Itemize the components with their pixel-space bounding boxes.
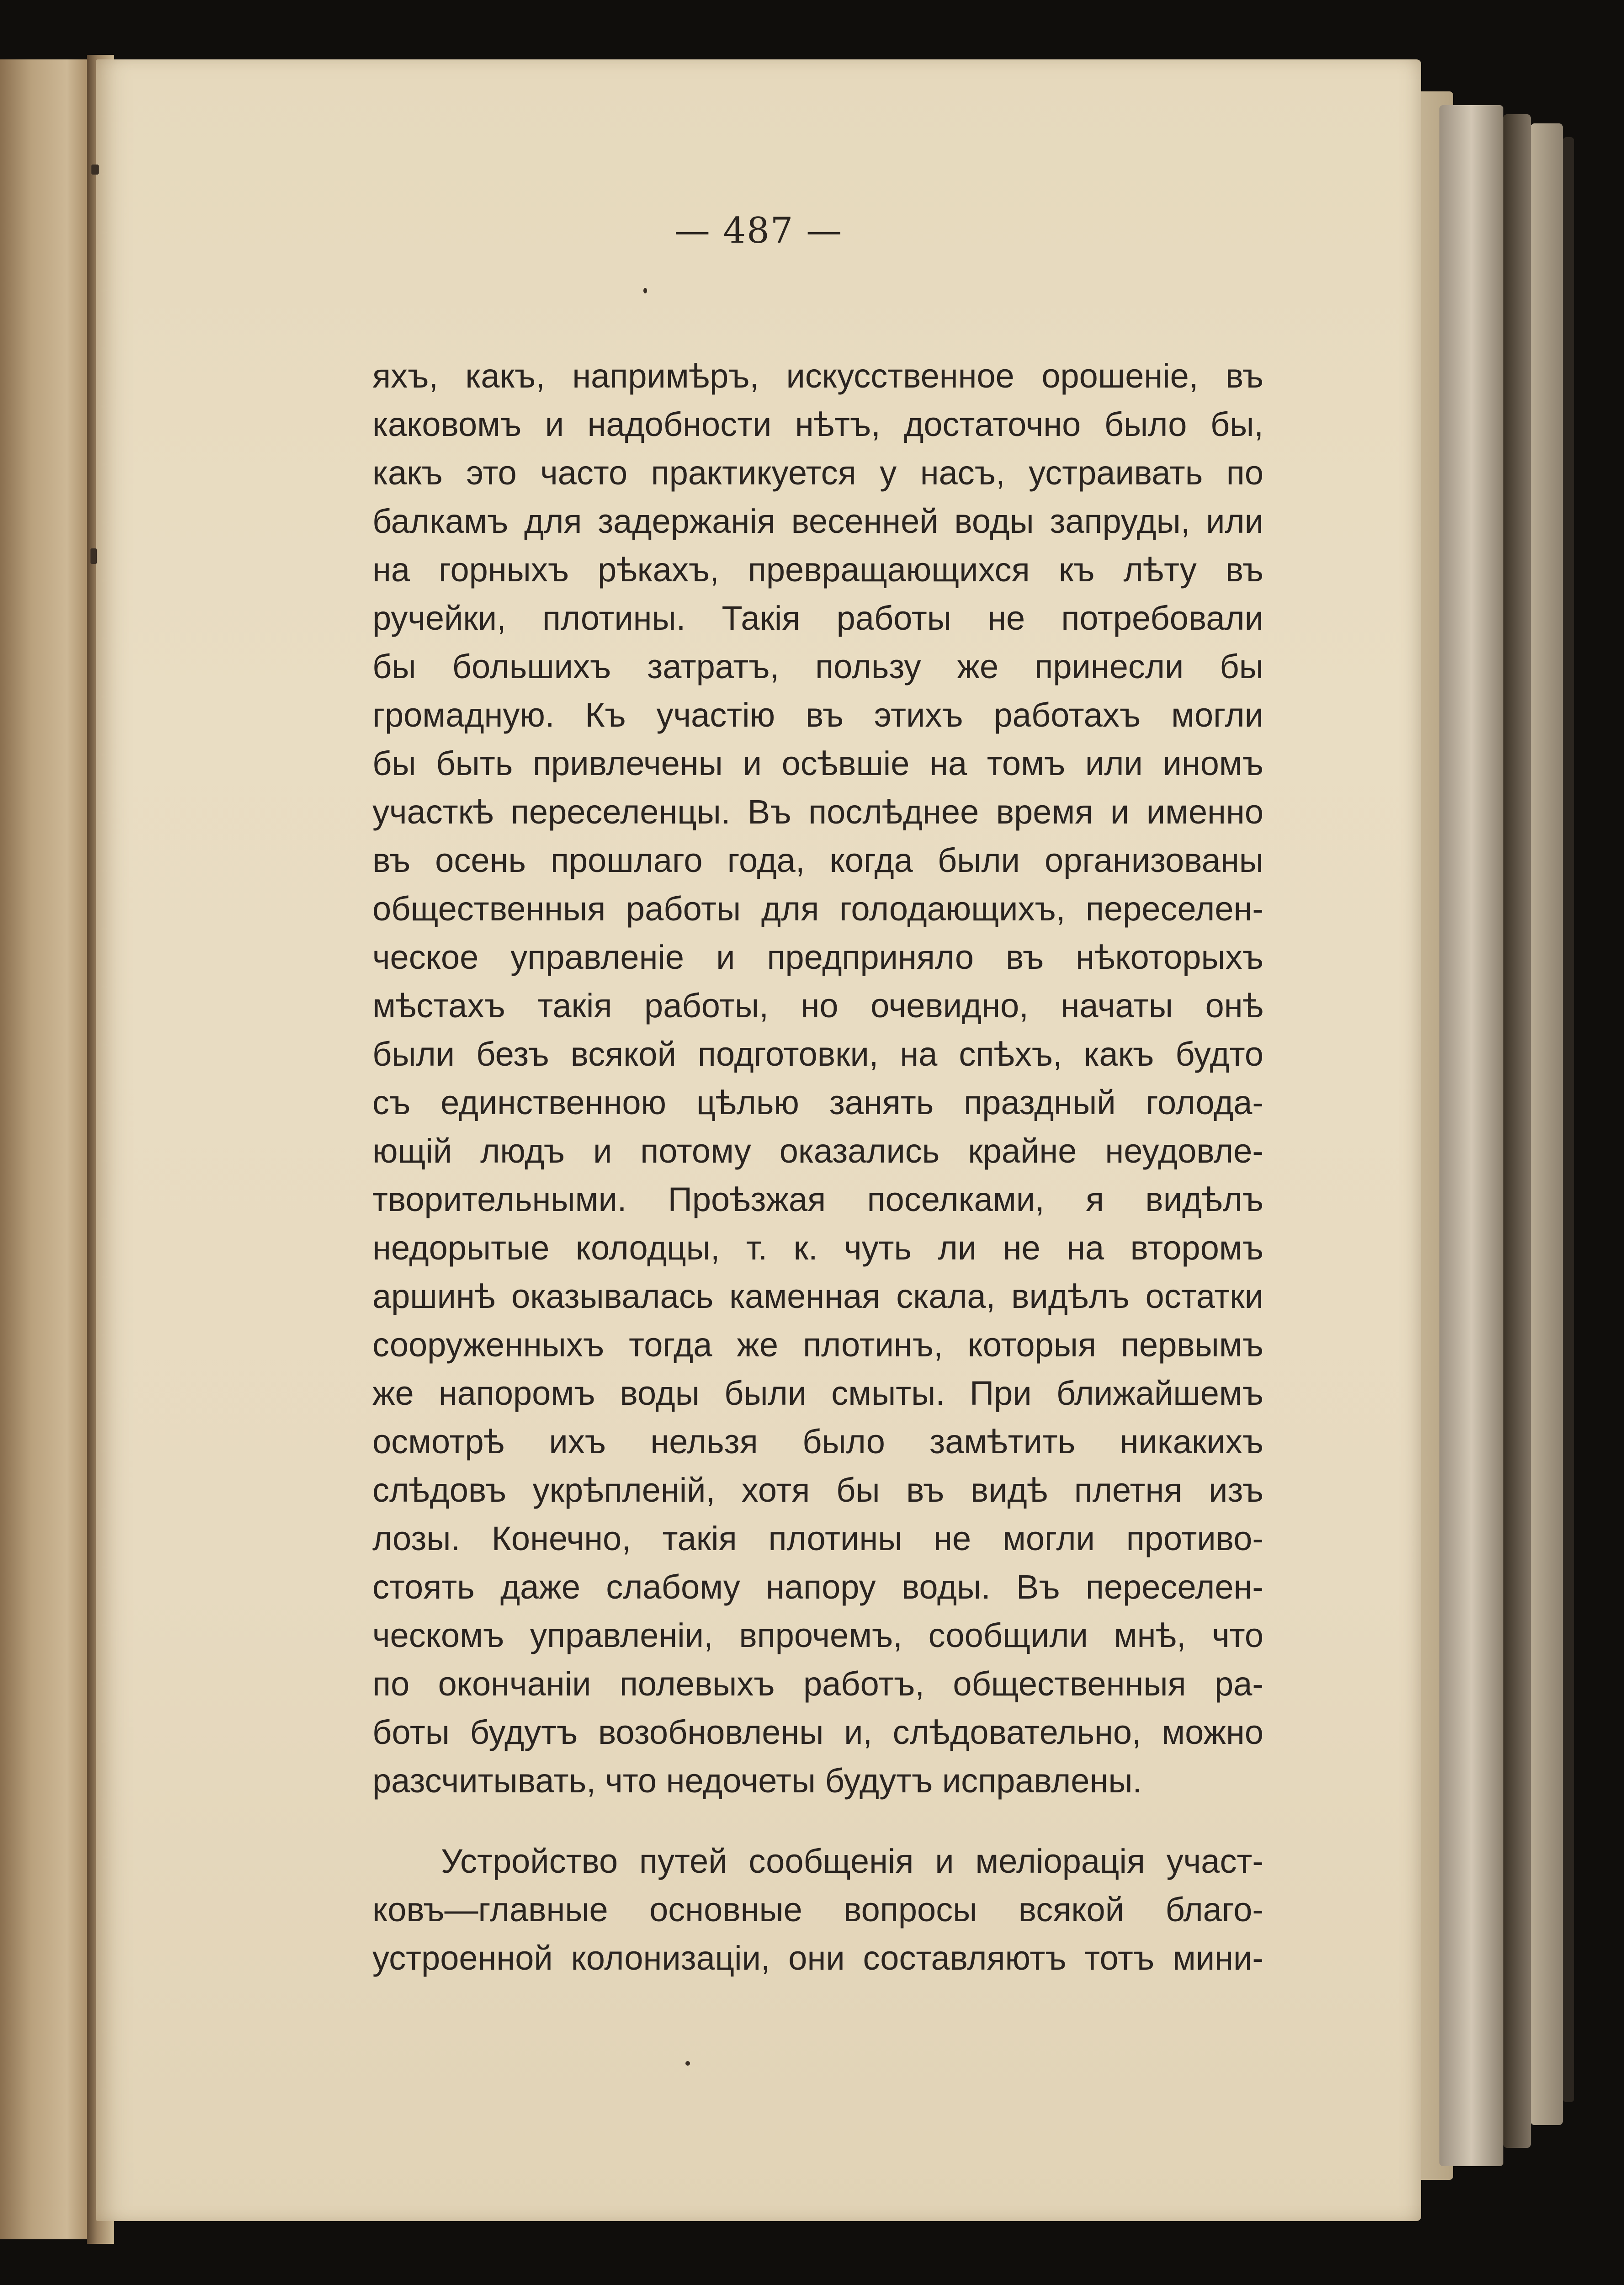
text-line: ющій людъ и потому оказались крайне неудовле- <box>372 1132 1263 1170</box>
text-line: осмотрѣ ихъ нельзя было замѣтить никакихъ <box>372 1423 1263 1461</box>
text-line: каковомъ и надобности нѣтъ, достаточно было бы, <box>372 405 1263 443</box>
text-line: мѣстахъ такія работы, но очевидно, начаты онѣ <box>372 987 1263 1025</box>
left-facing-page <box>0 59 89 2239</box>
text-line: громадную. Къ участію въ этихъ работахъ могли <box>372 696 1263 734</box>
text-line: были безъ всякой подготовки, на спѣхъ, какъ будто <box>372 1035 1263 1073</box>
text-line: ческое управленіе и предприняло въ нѣкоторыхъ <box>372 938 1263 976</box>
paper-speck <box>685 2061 690 2066</box>
paragraph-gap <box>372 1805 1263 1837</box>
page-stack-edge <box>1563 137 1574 2102</box>
text-line: въ осень прошлаго года, когда были организованы <box>372 841 1263 879</box>
text-line: участкѣ переселенцы. Въ послѣднее время и именно <box>372 793 1263 831</box>
paragraph <box>372 1837 1263 1982</box>
text-line: ручейки, плотины. Такія работы не потребовали <box>372 599 1263 637</box>
text-line: сооруженныхъ тогда же плотинъ, которыя первымъ <box>372 1326 1263 1364</box>
binding-thread <box>91 165 99 175</box>
paper-speck <box>643 288 647 293</box>
text-line: яхъ, какъ, напримѣръ, искусственное орошеніе, въ <box>372 357 1263 395</box>
page-stack-edge <box>1531 123 1563 2125</box>
text-line: аршинѣ оказывалась каменная скала, видѣлъ остатки <box>372 1277 1263 1315</box>
text-line: общественныя работы для голодающихъ, переселен- <box>372 890 1263 928</box>
text-line: боты будутъ возобновлены и, слѣдовательно, можно <box>372 1713 1263 1751</box>
text-line: устроенной колонизаціи, они составляютъ тотъ мини- <box>372 1939 1263 1977</box>
text-line: слѣдовъ укрѣпленій, хотя бы въ видѣ плетня изъ <box>372 1471 1263 1509</box>
text-line: Устройство путей сообщенія и меліорація участ- <box>441 1842 1263 1880</box>
text-line: разсчитывать, что недочеты будутъ исправлены. <box>372 1762 1142 1800</box>
text-line: же напоромъ воды были смыты. При ближайшемъ <box>372 1374 1263 1412</box>
text-line: ческомъ управленіи, впрочемъ, сообщили мнѣ, что <box>372 1616 1263 1654</box>
text-line: балкамъ для задержанія весенней воды запруды, или <box>372 502 1263 540</box>
page-stack-edge <box>1439 105 1503 2166</box>
text-line: съ единственною цѣлью занять праздный голода- <box>372 1084 1263 1121</box>
text-line: стоять даже слабому напору воды. Въ переселен- <box>372 1568 1263 1606</box>
text-line: на горныхъ рѣкахъ, превращающихся къ лѣту въ <box>372 551 1263 589</box>
text-line: творительными. Проѣзжая поселками, я видѣлъ <box>372 1180 1263 1218</box>
text-line: какъ это часто практикуется у насъ, устраивать по <box>372 454 1263 492</box>
binding-thread <box>90 548 97 564</box>
book-page <box>96 59 1421 2221</box>
text-line: лозы. Конечно, такія плотины не могли противо- <box>372 1520 1263 1557</box>
page-stack-edge <box>1503 114 1531 2148</box>
text-line: недорытые колодцы, т. к. чуть ли не на второмъ <box>372 1229 1263 1267</box>
paragraph <box>372 352 1263 1805</box>
text-line: бы быть привлечены и осѣвшіе на томъ или иномъ <box>372 744 1263 782</box>
page-number: — 487 — <box>674 210 843 251</box>
text-line: бы большихъ затратъ, пользу же принесли бы <box>372 648 1263 686</box>
text-line: по окончаніи полевыхъ работъ, общественныя ра- <box>372 1665 1263 1703</box>
body-text <box>372 352 1263 1982</box>
text-line: ковъ—главные основные вопросы всякой благо- <box>372 1891 1263 1929</box>
